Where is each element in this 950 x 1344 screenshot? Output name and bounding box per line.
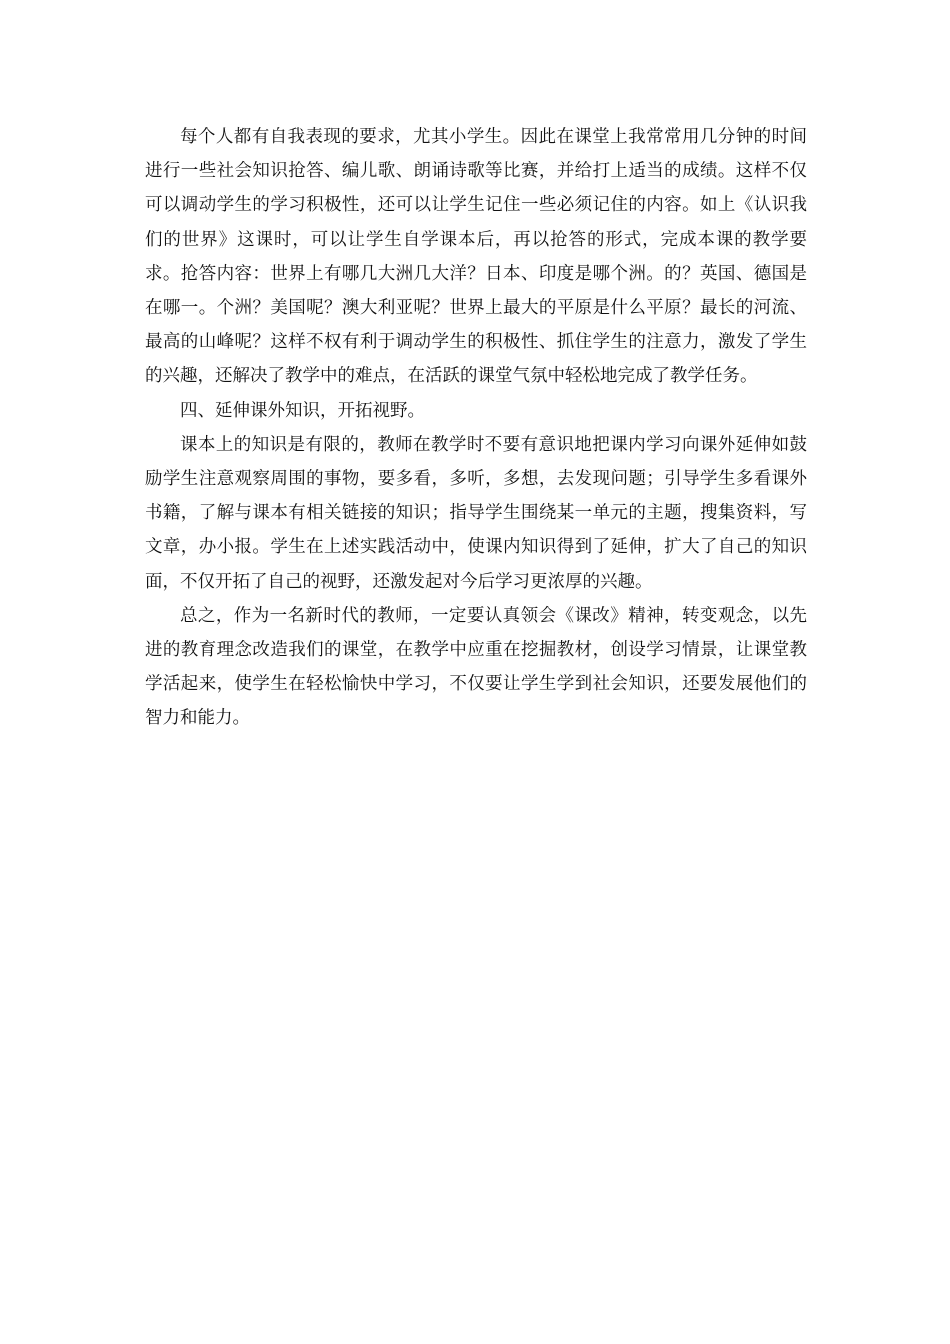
section-heading-extend-knowledge: 四、延伸课外知识，开拓视野。: [180, 400, 425, 421]
paragraph-conclusion: 总之，作为一名新时代的教师，一定要认真领会《课改》精神，转变观念，以先进的教育理念改造我们的课堂，在教学中应重在挖掘教材，创设学习情景，让课堂教学活起来，使学生在轻松愉快中学习，不仅要让学生学到社会知识，还要发展他们的智力和能力。: [145, 605, 807, 729]
document-body: [145, 120, 807, 736]
paragraph-classroom-quiz: 每个人都有自我表现的要求，尤其小学生。因此在课堂上我常常用几分钟的时间进行一些社会知识抢答、编儿歌、朗诵诗歌等比赛，并给打上适当的成绩。这样不仅可以调动学生的学习积极性，还可以让学生记住一些必须记住的内容。如上《认识我们的世界》这课时，可以让学生自学课本后，再以抢答的形式，完成本课的教学要求。抢答内容：世界上有哪几大洲几大洋？日本、印度是哪个洲。的？英国、德国是在哪一。个洲？美国呢？澳大利亚呢？世界上最大的平原是什么平原？最长的河流、最高的山峰呢？这样不权有利于调动学生的积极性、抓住学生的注意力，激发了学生的兴趣，还解决了教学中的难点，在活跃的课堂气氛中轻松地完成了教学任务。: [145, 127, 807, 387]
paragraph-extracurricular: 课本上的知识是有限的，教师在教学时不要有意识地把课内学习向课外延伸如鼓励学生注意观察周围的事物，要多看，多听，多想，去发现问题；引导学生多看课外书籍，了解与课本有相关链接的知识；指导学生围绕某一单元的主题，搜集资料，写文章，办小报。学生在上述实践活动中，使课内知识得到了延伸，扩大了自己的知识面，不仅开拓了自己的视野，还激发起对今后学习更浓厚的兴趣。: [145, 434, 807, 592]
